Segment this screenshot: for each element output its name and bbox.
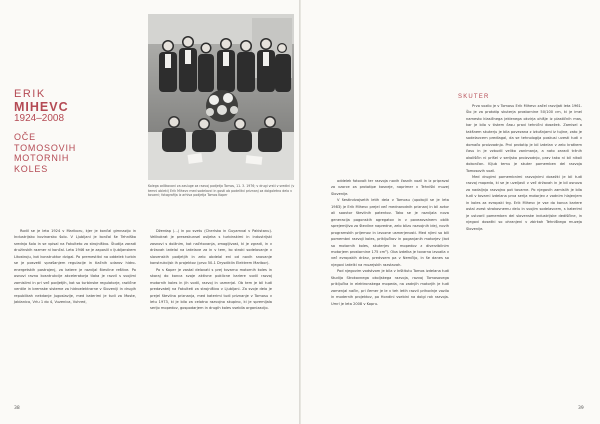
author-last-name: MIHEVC (14, 100, 69, 114)
body-column-left-1 (14, 228, 136, 305)
left-page (0, 0, 299, 424)
page-number-right: 39 (578, 406, 584, 411)
paragraph: oddelek fotovolt ter razvoja novih časnih vozil in iz pripraval za vzorce za prototipe kasneje, naprimer v Tehniški muzej Slovenije. (331, 179, 449, 196)
paragraph: Po s Koper je zastal delovati s prej tovarno motornih koles in skoraj do konca svoje aktivne poklicne kariere vodil razvoj motornih koles in jih vodil, razvoj in usmerjal. Ob tem je bil tudi predavatelj na Fakulteti za strojništvo v Ljubljani. Za svoje delo je prejel številna priznanja, med katerimi tudi priznanje v Tomosu v letu 1973, ki je bilo za celotno razvojno skupino, ki je spremljala serijo mopedov, gospodarjem in drugih koles vsebila organizacijo. (150, 267, 272, 311)
title-line: TOMOSOVIH (14, 142, 77, 153)
author-first-name: ERIK (14, 88, 46, 100)
body-column-right-1 (331, 178, 449, 307)
body-column-left-2 (150, 228, 272, 312)
group-photo (148, 14, 294, 180)
paragraph: Pod njegovim vodstvom je bila v Inštitutu Tomos izdelana tudi študija Strokovnega okoljskega razvoja, razvoj Tomosovega priključka in elektronskega mopeda, na zadnjih motorjih je tudi zamenjal način, pri čemer je le v teh letih razvil prihodnje vozilo in modernih projektov, po Hondini vsebini na dolgi rok razvoja. Umrl je leta 2008 v Kopru. (331, 269, 449, 306)
paragraph: V šestindvajsetih letih dela v Tomosu (upokojil se je leta 1983) je Erik Mihevc prejel več mednarodnih priznanj in bil avtor ali soavtor številnih patentov. Tako se je razvijala nova generacija pogonskih agregatov in v povezovalnem oblik sprejemljivo za številne napredne, zelo blizu razvojnih idej, novih programskih prijemov in izvozne usmerjenosti. Med njimi so bili pomembni razvoji koles, priključkov in poganjanih motorjev (kot so motornih koles, skuterjev in mopedov z diverzibilnim motorjem prostornine 175 cm³). Oba izdelka je tovarna izvozila v več evropskih držav, predvsem pa v Nemčijo, in še danes so njegovi izdelki na muzejskih razstavah. (331, 198, 449, 267)
paragraph: Prvo vozilo je v Tomosu Erik Mihevc začel razvijati leta 1961. Šlo je za prototip skuterja prostornine 50/100 cm, ki je imel namesto klasičnega jeklenega okvirja ohišje iz plastičnih mas, kar je bilo v tistem času pravi tehnični dosežek. Zamisel o takšnem skuterju je bila povezana z izkušnjami iz tujine, zato je sodelavcem predlagal, da se tehnologija poskusi uvesti tudi v domačo proizvodnjo. Prvi prototip je bil izdelan v zelo kratkem času in je vzbudil veliko zanimanja, a nato zaradi tržnih okoliščin ni prišel v serijsko proizvodnjo, prav tako ni bil nikoli dokončan. Kljub temu je skuter pomemben del razvoja Tomosovih vozil. (466, 104, 582, 173)
title-line: KOLES (14, 163, 49, 174)
title-line: MOTORNIH (14, 153, 70, 163)
title-line: OČE (14, 132, 36, 142)
author-years: 1924–2008 (14, 113, 65, 124)
paragraph: Rodil se je leta 1924 v Mariboru, kjer je končal gimnazijo in Industrijsko kovinarsko šolo. V Ljubljani je končal še Tehniško srednjo šolo in se vpisal na Fakulteto za strojništvo. Študija zaradi družinskih razmer ni končal. Leta 1946 se je zaposlil v ljubljanskem Litostroju, kot konstruktor dvigal. Po premestitvi na oddelek turbin se je posvetil vprašanjem regulacije in tlačnih udarov hidro-energetskih postrojenj, za katere je razvijal številne rešitve. Po osnovi ravno kosntrukcije akceleratorja tlaka je razvil s svojimi zamislimi in pri več podjetjih, kot so turbinske regulatorje, različne ventile in bremske sisteme za hidroelektrarne v Sloveniji in drugih republikah nekdanje Jugoslavije, med katerimi je tudi za Moste, Jablanico, Vrlu 1 do 4, Vuzenica, Vuhred, (14, 229, 136, 304)
chapter-title (14, 132, 144, 174)
page-number-left: 38 (14, 406, 20, 411)
paragraph: Med drugimi pomembnimi razvojnimi dosežki je bil tudi razvoj mopeda, ki se je uveljavil v več državah in je bil osnova za nadaljnjo razvojno pot tovarne. Po njegovih zamislih je bila tudi v tovarni izdelana prva serija motorjev z vodnim hlajenjem in koles za evropski trg. Erik Mihevc je vse do konca kariere ostal zvest strokovnemu delu in svojim sodelavcem, s katerimi je ustvaril pomemben del slovenske industrijske dediščine, in njegovi dosežki so ohranjeni v zbirkah Tehniškega muzeja Slovenije. (466, 174, 582, 231)
paragraph: Džerdap (...) in po svetu (Cherlsko in Guyamval v Pakistanu). Velikokrat je preseskunsel osijeka s turbinskimi in industrijski zasnovi s dolžnim, kot načrtovanja, zmogljivost, ki je zgradi, in v državah izdelal na izdelave za in v tem, ko stroki sodelovanje v slovenskih podjetjih in zelo obdelal eni od novih snovanje konstrukcijsk ih projektov (prvo 50-1 Drysdiklin Elektrem Maribor). (150, 229, 272, 266)
section-heading: SKUTER (458, 94, 490, 100)
group-photo-illustration (148, 14, 294, 180)
photo-caption: Kolega odlikovani za zasluge za razvoj podjetja Tomos, 11. 3. 1976; v drugi vrsti v sredini (v temni obleki) Erik Mihevc med sodelavci in gosti ob podelitvi priznanj za dolgoletno delo v tovarni; fotografija iz arhiva podjetja Tomos Koper (148, 184, 295, 198)
body-column-right-2 (466, 103, 582, 232)
